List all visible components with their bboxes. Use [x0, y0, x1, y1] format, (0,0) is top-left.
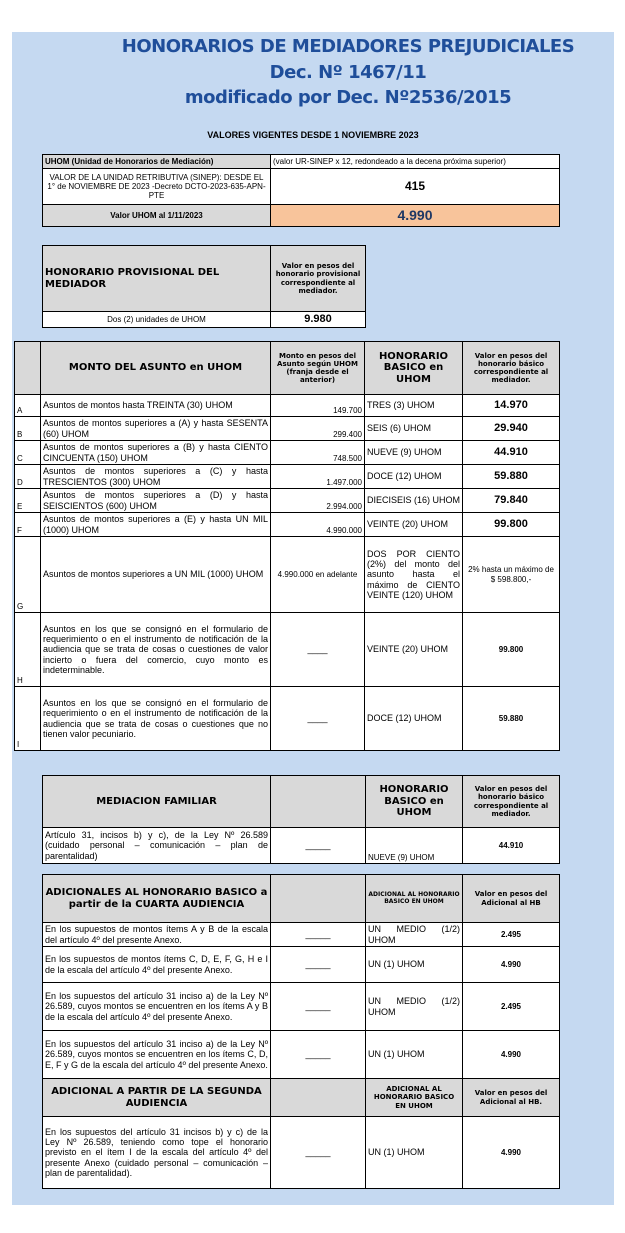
familiar-basico: NUEVE (9) UHOM — [366, 828, 463, 864]
row-pesos: 299.400 — [271, 417, 365, 441]
row-basico: UN (1) UHOM — [366, 1031, 463, 1079]
row-basico: VEINTE (20) UHOM — [365, 513, 463, 537]
row-desc: Asuntos en los que se consignó en el formulario de requerimiento o en el instrumento de notificación de la audiencia que se trata de cosas o cuestiones de valor incierto o fuera del comercio, cuyo monto es indeterminable. — [41, 613, 271, 687]
row-basico: TRES (3) UHOM — [365, 395, 463, 417]
row-pesos: ____ — [271, 613, 365, 687]
table-row — [15, 513, 560, 537]
familiar-valor: 44.910 — [463, 828, 560, 864]
row-letter: A — [15, 395, 41, 417]
table-row — [15, 465, 560, 489]
row-basico: VEINTE (20) UHOM — [365, 613, 463, 687]
familiar-desc: Artículo 31, incisos b) y c), de la Ley Nº 26.589 (cuidado personal – comunicación – plan de parentalidad) — [43, 828, 271, 864]
provisional-title: HONORARIO PROVISIONAL DEL MEDIADOR — [43, 246, 271, 312]
segunda-pesos: _____ — [271, 1117, 366, 1189]
row-valor: 4.990 — [463, 947, 560, 983]
provisional-row-label: Dos (2) unidades de UHOM — [43, 312, 271, 328]
row-basico: DOCE (12) UHOM — [365, 465, 463, 489]
uhom-value: 4.990 — [271, 205, 560, 227]
ur-sinep-value: 415 — [271, 169, 560, 205]
segunda-valor: 4.990 — [463, 1117, 560, 1189]
row-pesos: 748.500 — [271, 441, 365, 465]
page-title: HONORARIOS DE MEDIADORES PREJUDICIALES — [121, 36, 575, 57]
row-pesos: 1.497.000 — [271, 465, 365, 489]
segunda-header-valor: Valor en pesos del Adicional al HB. — [463, 1079, 560, 1117]
row-letter: B — [15, 417, 41, 441]
monto-header-letter — [15, 342, 41, 395]
row-desc: En los supuestos de montos ítems C, D, E, F, G, H e I de la escala del artículo 4º del presente Anexo. — [43, 947, 271, 983]
adicionales-header-basico: ADICIONAL AL HONORARIO BASICO EN UHOM — [366, 875, 463, 923]
adicionales-table — [42, 874, 560, 1189]
row-desc: Asuntos de montos superiores a UN MIL (1000) UHOM — [41, 537, 271, 613]
row-valor: 2.495 — [463, 983, 560, 1031]
row-pesos: _____ — [271, 1031, 366, 1079]
monto-header-pesos: Monto en pesos del Asunto según UHOM (franja desde el anterior) — [271, 342, 365, 395]
row-letter: E — [15, 489, 41, 513]
row-basico: UN MEDIO (1/2) UHOM — [366, 983, 463, 1031]
row-basico: DOCE (12) UHOM — [365, 687, 463, 751]
row-valor: 99.800 — [463, 513, 560, 537]
row-valor: 59.880 — [463, 687, 560, 751]
provisional-col-header: Valor en pesos del honorario provisional correspondiente al mediador. — [271, 246, 366, 312]
monto-header-title: MONTO DEL ASUNTO en UHOM — [41, 342, 271, 395]
row-desc: Asuntos de montos superiores a (E) y hasta UN MIL (1000) UHOM — [41, 513, 271, 537]
familiar-header-valor: Valor en pesos del honorario básico correspondiente al mediador. — [463, 776, 560, 828]
segunda-header-blank — [271, 1079, 366, 1117]
row-pesos: _____ — [271, 947, 366, 983]
uhom-header-left: UHOM (Unidad de Honorarios de Mediación) — [43, 155, 271, 169]
table-row — [43, 923, 560, 947]
row-pesos: _____ — [271, 983, 366, 1031]
row-desc: Asuntos de montos superiores a (A) y hasta SESENTA (60) UHOM — [41, 417, 271, 441]
row-basico: SEIS (6) UHOM — [365, 417, 463, 441]
familiar-title: MEDIACION FAMILIAR — [43, 776, 271, 828]
monto-header-basico: HONORARIO BASICO en UHOM — [365, 342, 463, 395]
table-row — [43, 983, 560, 1031]
row-pesos: _____ — [271, 923, 366, 947]
row-letter: G — [15, 537, 41, 613]
row-pesos: 149.700 — [271, 395, 365, 417]
uhom-header-right: (valor UR-SINEP x 12, redondeado a la decena próxima superior) — [271, 155, 560, 169]
row-desc: Asuntos de montos superiores a (C) y hasta TRESCIENTOS (300) UHOM — [41, 465, 271, 489]
adicionales-header-blank — [271, 875, 366, 923]
familiar-pesos: _____ — [271, 828, 366, 864]
row-letter: D — [15, 465, 41, 489]
ur-sinep-label: VALOR DE LA UNIDAD RETRIBUTIVA (SINEP): DESDE EL 1° de NOVIEMBRE DE 2023 -Decreto DCTO-2023-635-APN-PTE — [43, 169, 271, 205]
table-row — [15, 537, 560, 613]
row-basico: DOS POR CIENTO (2%) del monto del asunto hasta el máximo de CIENTO VEINTE (120) UHOM — [365, 537, 463, 613]
row-valor: 99.800 — [463, 613, 560, 687]
segunda-basico: UN (1) UHOM — [366, 1117, 463, 1189]
uhom-table — [42, 154, 560, 227]
row-pesos: 4.990.000 — [271, 513, 365, 537]
table-row — [15, 687, 560, 751]
familiar-header-blank — [271, 776, 366, 828]
familiar-table — [42, 775, 560, 864]
provisional-table — [42, 245, 366, 328]
row-desc: Asuntos en los que se consignó en el formulario de requerimiento o en el instrumento de notificación de la audiencia que se trata de cosas o cuestiones que no tienen valor pecuniario. — [41, 687, 271, 751]
row-pesos: 2.994.000 — [271, 489, 365, 513]
table-row — [43, 947, 560, 983]
row-letter: F — [15, 513, 41, 537]
table-row — [15, 613, 560, 687]
row-desc: Asuntos de montos superiores a (D) y hasta SEISCIENTOS (600) UHOM — [41, 489, 271, 513]
segunda-title: ADICIONAL A PARTIR DE LA SEGUNDA AUDIENCIA — [43, 1079, 271, 1117]
table-row — [15, 395, 560, 417]
row-basico: NUEVE (9) UHOM — [365, 441, 463, 465]
row-valor: 2.495 — [463, 923, 560, 947]
row-letter: I — [15, 687, 41, 751]
row-valor: 59.880 — [463, 465, 560, 489]
row-valor: 2% hasta un máximo de $ 598.800,- — [463, 537, 560, 613]
decree-modification: modificado por Dec. Nº2536/2015 — [184, 87, 512, 108]
table-row — [15, 489, 560, 513]
vigentes-label: VALORES VIGENTES DESDE 1 NOVIEMBRE 2023 — [207, 130, 419, 140]
row-desc: Asuntos de montos superiores a (B) y hasta CIENTO CINCUENTA (150) UHOM — [41, 441, 271, 465]
row-pesos: ____ — [271, 687, 365, 751]
row-letter: H — [15, 613, 41, 687]
row-valor: 4.990 — [463, 1031, 560, 1079]
row-valor: 14.970 — [463, 395, 560, 417]
row-basico: UN MEDIO (1/2) UHOM — [366, 923, 463, 947]
row-pesos: 4.990.000 en adelante — [271, 537, 365, 613]
table-row — [15, 441, 560, 465]
table-row — [43, 1117, 560, 1189]
segunda-header-basico: ADICIONAL AL HONORARIO BASICO EN UHOM — [366, 1079, 463, 1117]
row-desc: En los supuestos del artículo 31 inciso a) de la Ley Nº 26.589, cuyos montos se encuentren en los ítems A y B de la escala del artículo 4º del presente Anexo. — [43, 983, 271, 1031]
row-desc: Asuntos de montos hasta TREINTA (30) UHOM — [41, 395, 271, 417]
row-desc: En los supuestos de montos ítems A y B de la escala del artículo 4º del presente Anexo. — [43, 923, 271, 947]
monto-table — [14, 341, 560, 751]
row-desc: En los supuestos del artículo 31 inciso a) de la Ley Nº 26.589, cuyos montos se encuentren en los ítems C, D, E, F y G de la escala del artículo 4º del presente Anexo. — [43, 1031, 271, 1079]
row-letter: C — [15, 441, 41, 465]
decree-number: Dec. Nº 1467/11 — [269, 62, 427, 83]
provisional-row-value: 9.980 — [271, 312, 366, 328]
table-row — [43, 1031, 560, 1079]
monto-header-valor: Valor en pesos del honorario básico correspondiente al mediador. — [463, 342, 560, 395]
row-valor: 79.840 — [463, 489, 560, 513]
familiar-header-basico: HONORARIO BASICO en UHOM — [366, 776, 463, 828]
adicionales-title: ADICIONALES AL HONORARIO BASICO a partir de la CUARTA AUDIENCIA — [43, 875, 271, 923]
row-basico: UN (1) UHOM — [366, 947, 463, 983]
row-basico: DIECISEIS (16) UHOM — [365, 489, 463, 513]
segunda-desc: En los supuestos del artículo 31 incisos b) y c) de la Ley Nº 26.589, teniendo como tope el honorario previsto en el ítem I de la escala del artículo 4º del presente Anexo (cuidado personal – comunicación – plan de parentalidad). — [43, 1117, 271, 1189]
row-valor: 29.940 — [463, 417, 560, 441]
row-valor: 44.910 — [463, 441, 560, 465]
uhom-value-label: Valor UHOM al 1/11/2023 — [43, 205, 271, 227]
table-row — [15, 417, 560, 441]
adicionales-header-valor: Valor en pesos del Adicional al HB — [463, 875, 560, 923]
